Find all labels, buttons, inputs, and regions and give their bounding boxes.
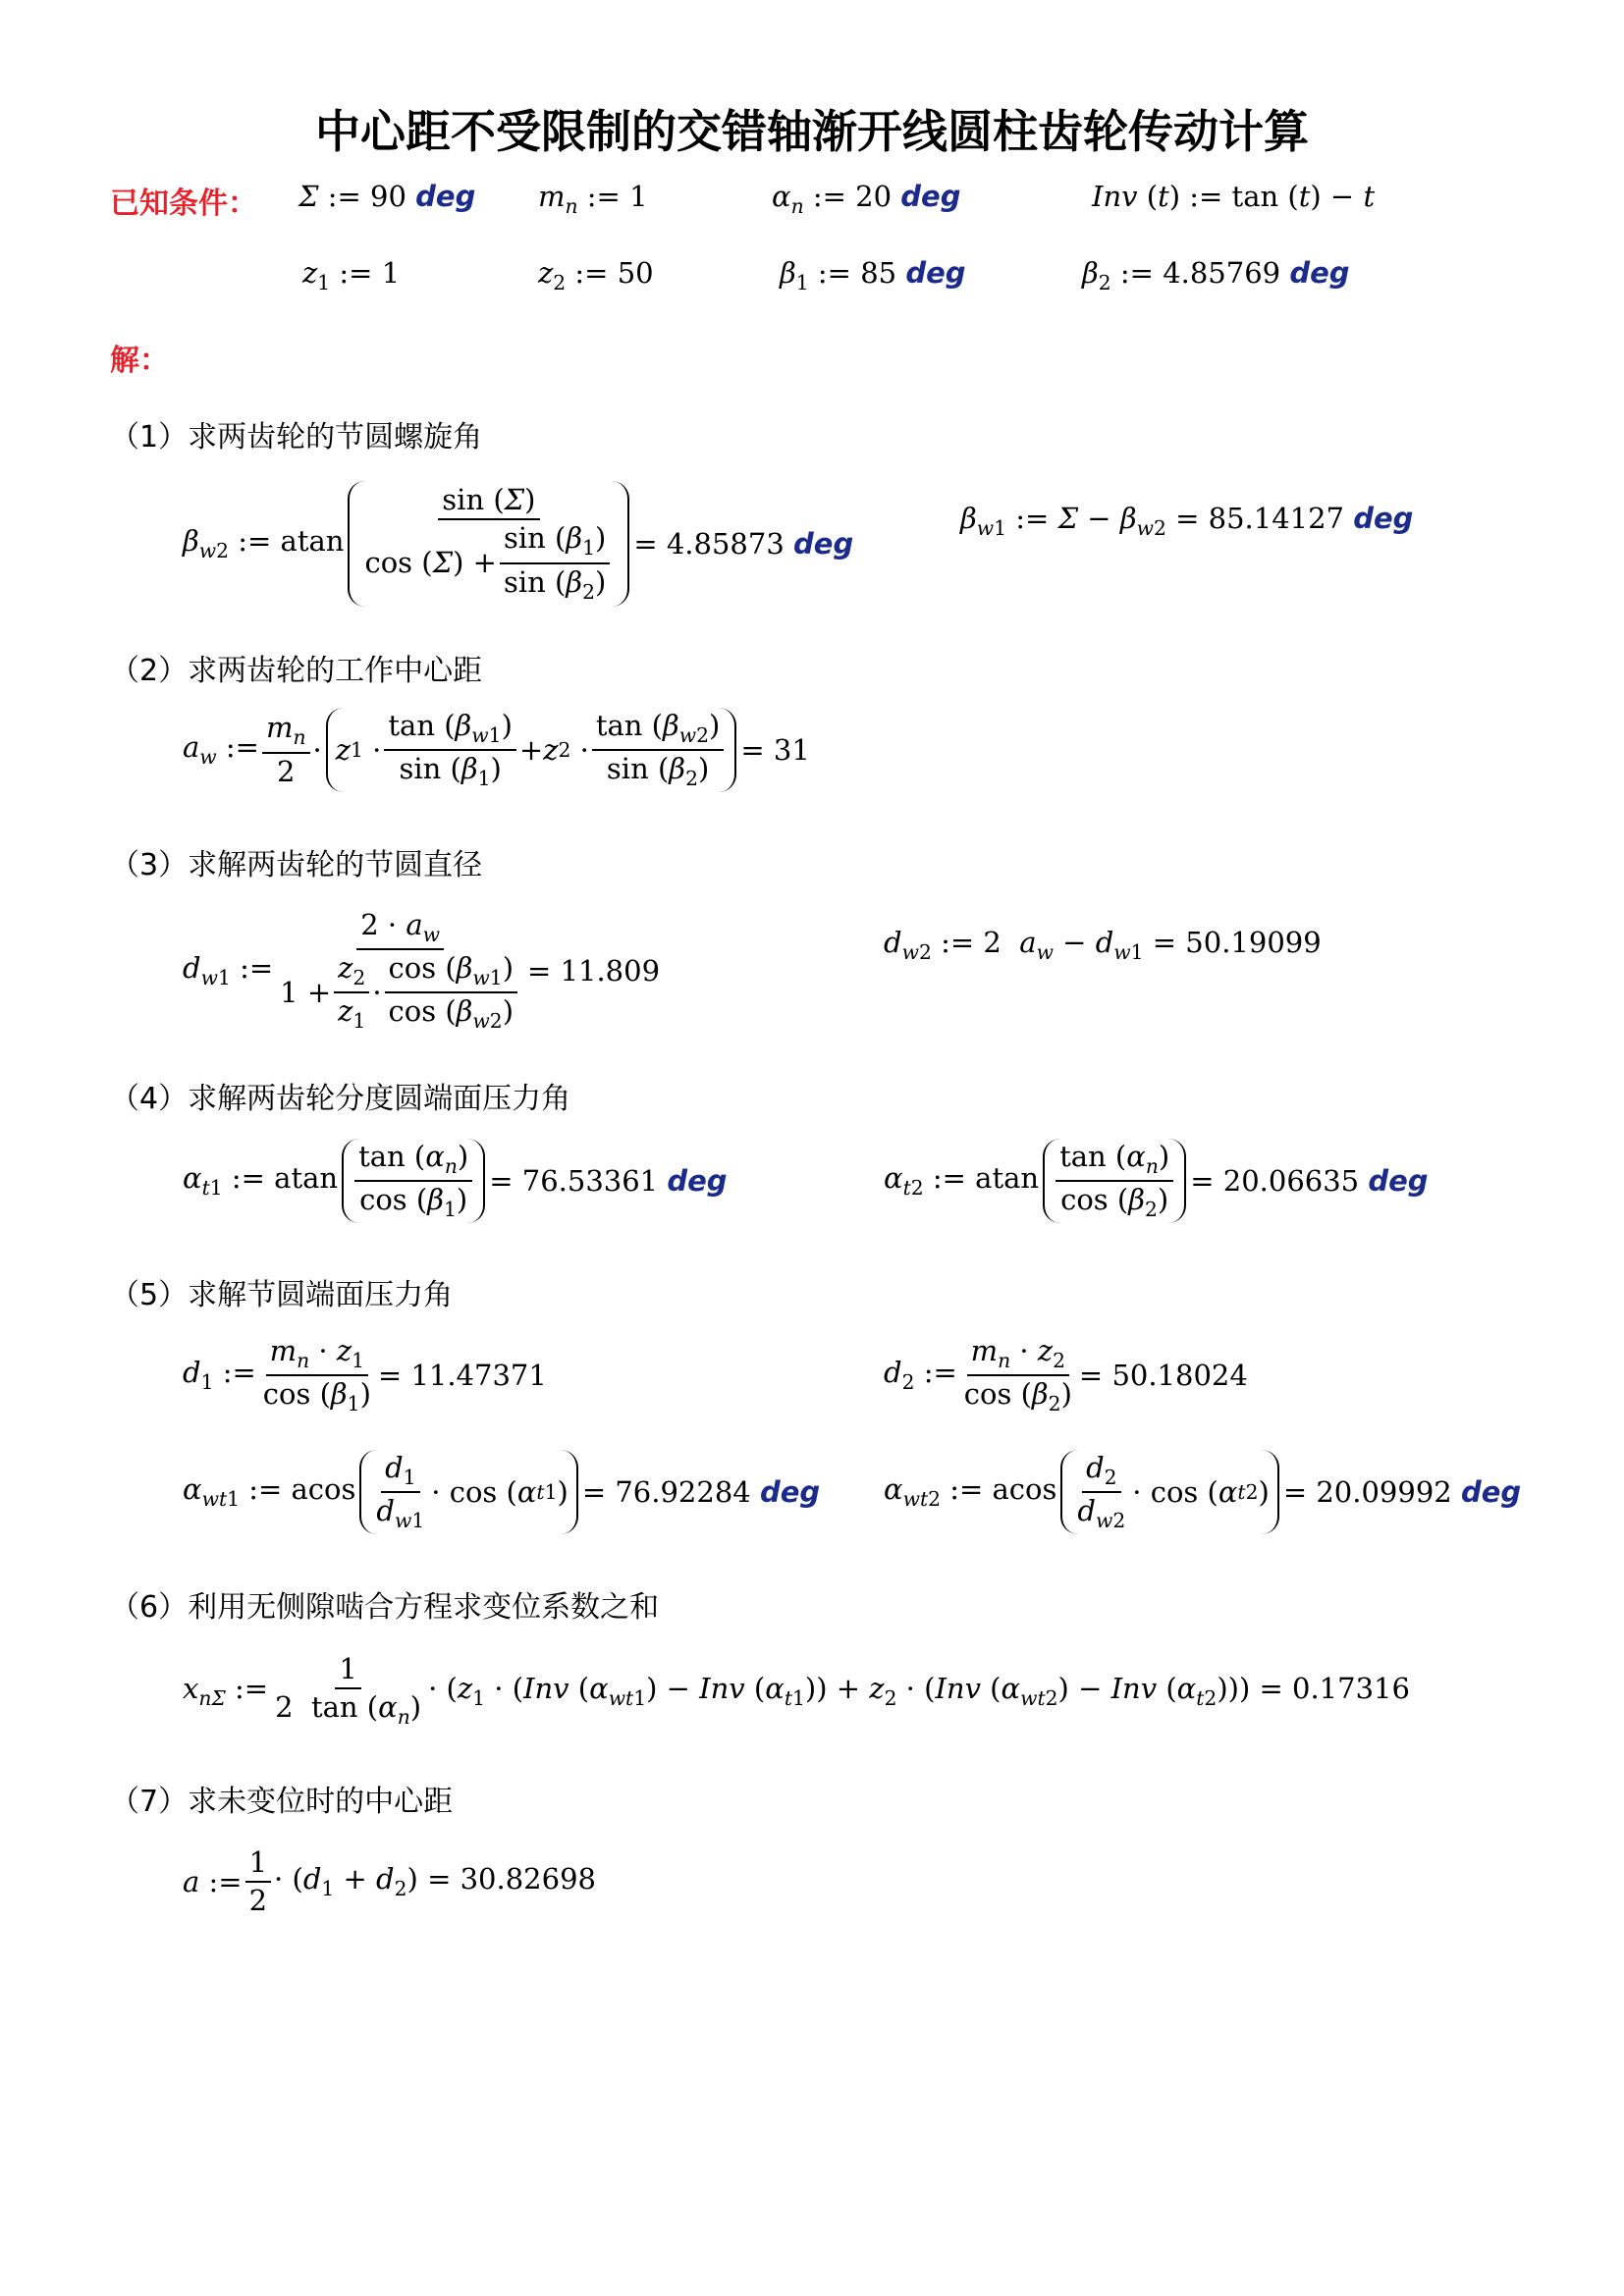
formula-beta-w2: $\beta_{w2}$ := atan sin (Σ) cos ( Σ ) + $\frac{\sin (\beta_1)}{\sin (\beta_2)}$ = 4.85873 deg xyxy=(183,475,853,613)
formula-d-w2: $d_{w2}$ := 2 $a_w - d_{w1} = 50.19099$ xyxy=(884,926,1322,964)
known-beta2: $\beta_2$ := 4.85769 deg xyxy=(1082,256,1350,294)
known-alpha-n: $\alpha_n$ := 20 deg xyxy=(772,180,961,218)
known-sigma: Σ := 90 deg xyxy=(298,180,476,213)
formula-alpha-t1: $\alpha_{t1}$ := atan $\frac{\tan (\alpha_n)}{\cos (\beta_1)}$ = 76.53361 deg xyxy=(183,1135,728,1227)
known-beta1: $\beta_1$ := 85 deg xyxy=(780,256,966,294)
section-7-heading: （7）求未变位时的中心距 xyxy=(110,1785,454,1819)
formula-alpha-wt2: $\alpha_{wt2}$ := acos $\frac{d_2}{d_{w2}}$ · cos ( α t 2 ) = 20.09992 deg xyxy=(884,1447,1521,1537)
formula-d-w1: $d_{w1}$ := $2 \cdot a_w$ 1 + $\frac{z_2}{z_1}$ · $\frac{\cos (\beta_{w1})}{\cos (\beta_{w2})}$ = 11.809 xyxy=(183,907,661,1033)
solution-label: 解： xyxy=(110,344,169,378)
formula-alpha-t2: $\alpha_{t2}$ := atan $\frac{\tan (\alpha_n)}{\cos (\beta_2)}$ = 20.06635 deg xyxy=(884,1135,1429,1227)
known-z2: $z_2$ := 50 xyxy=(538,256,654,294)
section-1-heading: （1）求两齿轮的节圆螺旋角 xyxy=(110,420,483,454)
formula-beta-w1: $\beta_{w1}$ := $\Sigma - \beta_{w2} = 85.14127$ deg xyxy=(960,502,1414,540)
formula-a: a := $\frac{1}{2}$ · $(d_1 + d_2) = 30.82698$ xyxy=(183,1845,596,1917)
formula-alpha-wt1: $\alpha_{wt1}$ := acos $\frac{d_1}{d_{w1}}$ · cos ( α t 1 ) = 76.92284 deg xyxy=(183,1447,820,1537)
section-5-heading: （5）求解节圆端面压力角 xyxy=(110,1278,454,1312)
formula-x-n-sigma: $x_{n\Sigma}$ := $\frac{1}{2 \tan (\alpha_n)}$ · ($z_1 \cdot (Inv$ $(\alpha_{wt1})$ − Inv $(\alpha_{t1})) + z_2 \cdot (Inv$ $(\alpha_{wt2})$ − Inv $(\alpha_{t2}))) = 0.17316$ xyxy=(183,1652,1410,1730)
section-6-heading: （6）利用无侧隙啮合方程求变位系数之和 xyxy=(110,1590,660,1625)
section-3-heading: （3）求解两齿轮的节圆直径 xyxy=(110,848,483,882)
known-z1: $z_1$ := 1 xyxy=(302,256,401,294)
section-4-heading: （4）求解两齿轮分度圆端面压力角 xyxy=(110,1082,571,1116)
section-2-heading: （2）求两齿轮的工作中心距 xyxy=(110,654,483,688)
formula-a-w: $a_w$ := $\frac{m_n}{2}$ · z 1 · $\frac{\tan (\beta_{w1})}{\sin (\beta_1)}$ + z 2 · $\frac{\tan (\beta_{w2})}{\sin (\beta_2)}$ = 31 xyxy=(183,705,810,795)
inv-definition: Inv (t) := tan (t) − t xyxy=(1092,180,1376,213)
formula-d2: $d_2$ := $\frac{m_n \cdot z_2}{\cos (\beta_2)}$ = 50.18024 xyxy=(884,1333,1248,1415)
known-conditions-label: 已知条件： xyxy=(110,187,257,221)
formula-d1: $d_1$ := $\frac{m_n \cdot z_1}{\cos (\beta_1)}$ = 11.47371 xyxy=(183,1333,547,1415)
known-mn: $m_n$ := 1 xyxy=(538,180,648,218)
page-title: 中心距不受限制的交错轴渐开线圆柱齿轮传动计算 xyxy=(315,105,1309,158)
